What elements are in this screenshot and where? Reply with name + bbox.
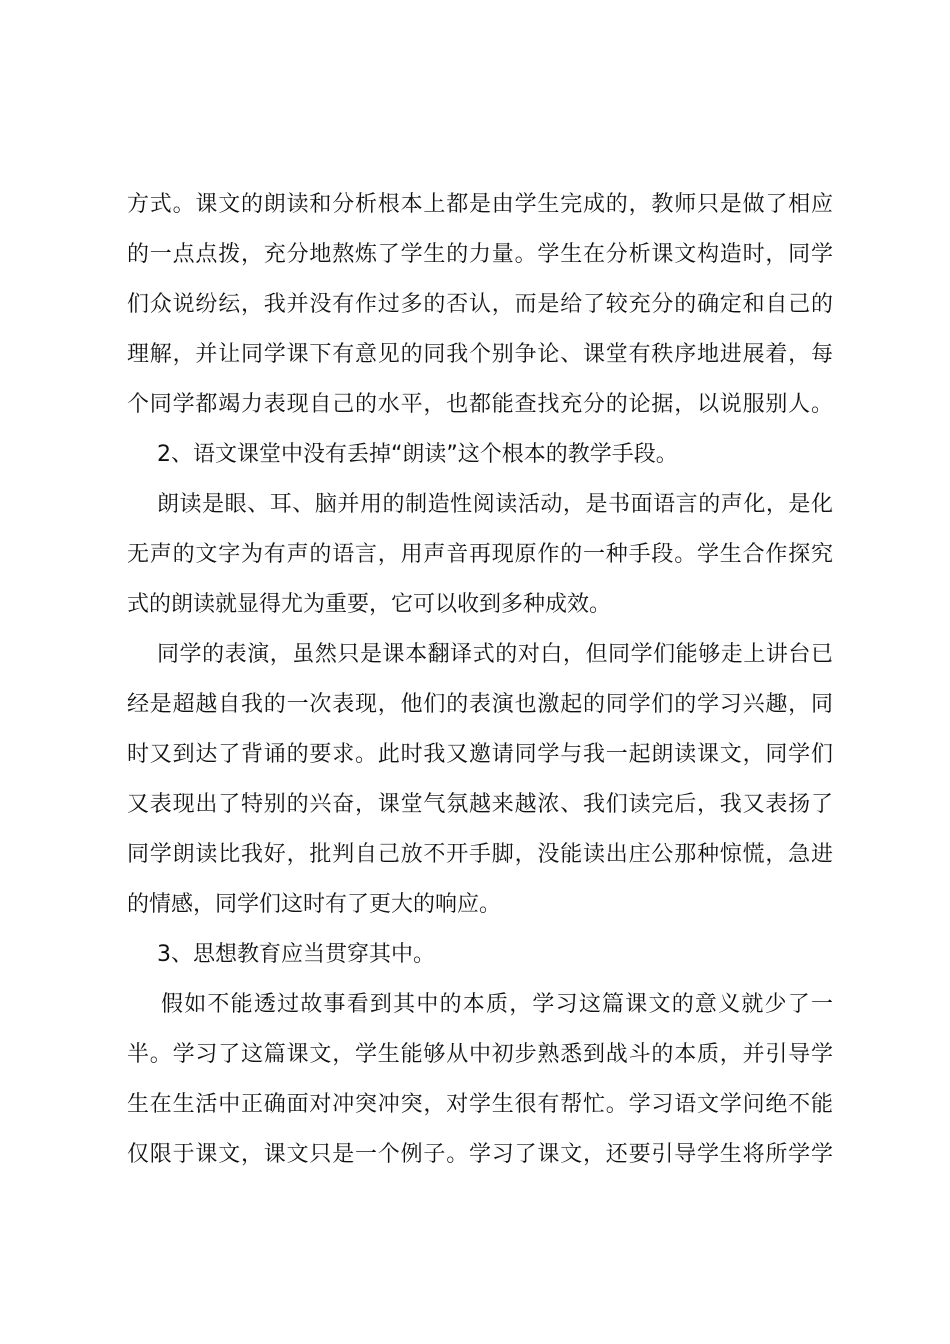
heading-line: 3、思想教育应当贯穿其中。 [157,942,435,967]
text-line: 的情感，同学们这时有了更大的响应。 [127,892,502,917]
text-line: 时又到达了背诵的要求。此时我又邀请同学与我一起朗读课文，同学们 [127,742,833,767]
text-line: 的一点点拨，充分地熬炼了学生的力量。学生在分析课文构造时，同学 [127,242,833,267]
text-line: 生在生活中正确面对冲突冲突，对学生很有帮忙。学习语文学问绝不能 [127,1092,833,1117]
text-line: 假如不能透过故事看到其中的本质，学习这篇课文的意义就少了一 [161,992,833,1017]
text-line: 们众说纷纭，我并没有作过多的否认，而是给了较充分的确定和自己的 [127,292,833,317]
text-line: 经是超越自我的一次表现，他们的表演也激起的同学们的学习兴趣，同 [127,692,833,717]
text-line: 同学的表演，虽然只是课本翻译式的对白，但同学们能够走上讲台已 [157,642,833,667]
paragraph [127,980,833,1180]
paragraph [127,630,833,930]
text-line: 同学朗读比我好，批判自己放不开手脚，没能读出庄公那种惊慌，急进 [127,842,833,867]
text-line: 仅限于课文，课文只是一个例子。学习了课文，还要引导学生将所学学 [127,1142,833,1167]
heading-line: 2、语文课堂中没有丢掉“朗读”这个根本的教学手段。 [157,442,678,467]
text-line: 半。学习了这篇课文，学生能够从中初步熟悉到战斗的本质，并引导学 [127,1042,833,1067]
document-body [127,180,833,1180]
text-line: 方式。课文的朗读和分析根本上都是由学生完成的，教师只是做了相应 [127,192,833,217]
section-heading [127,430,833,480]
text-line: 又表现出了特别的兴奋，课堂气氛越来越浓、我们读完后，我又表扬了 [127,792,833,817]
text-line: 个同学都竭力表现自己的水平，也都能查找充分的论据，以说服别人。 [127,392,833,417]
text-line: 无声的文字为有声的语言，用声音再现原作的一种手段。学生合作探究 [127,542,833,567]
paragraph [127,480,833,630]
text-line: 式的朗读就显得尤为重要，它可以收到多种成效。 [127,592,612,617]
paragraph [127,180,833,430]
text-line: 理解，并让同学课下有意见的同我个别争论、课堂有秩序地进展着，每 [127,342,833,367]
text-line: 朗读是眼、耳、脑并用的制造性阅读活动，是书面语言的声化，是化 [157,492,833,517]
section-heading [127,930,833,980]
